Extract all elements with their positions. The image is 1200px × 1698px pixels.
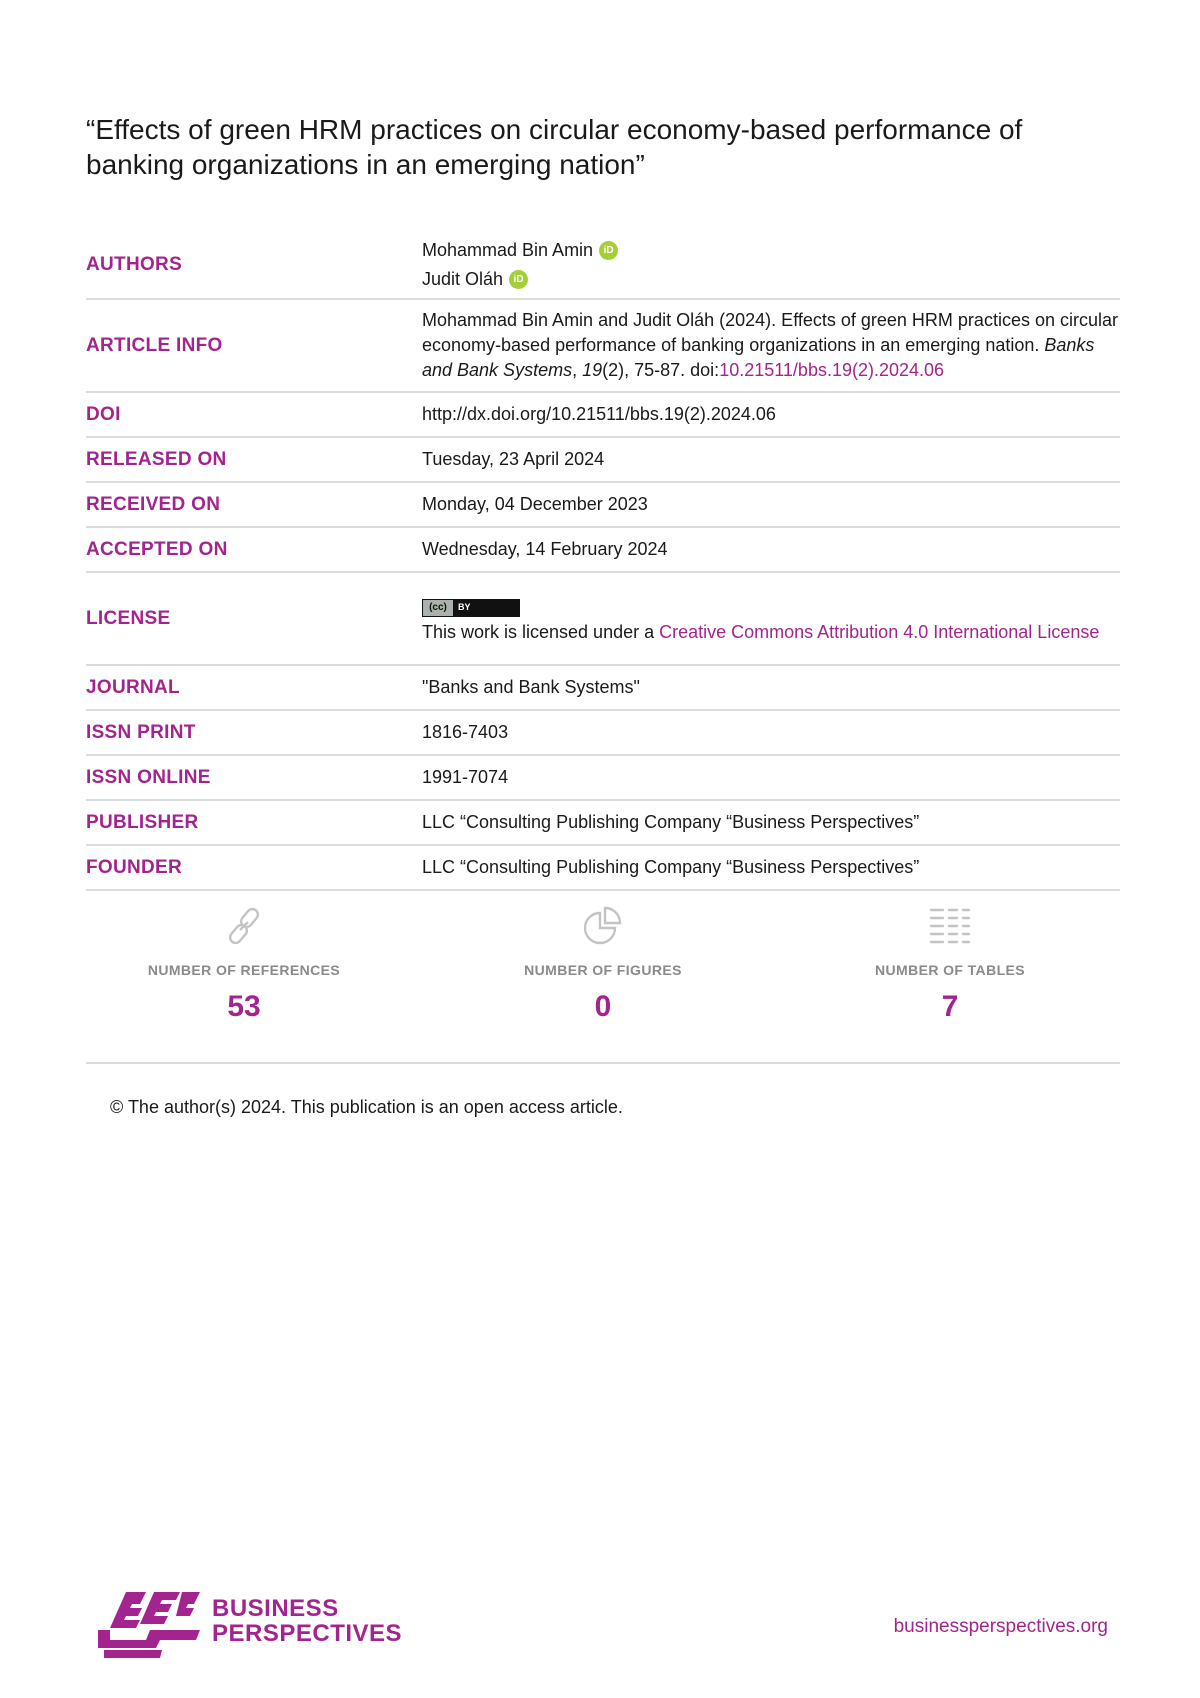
table-icon (820, 900, 1080, 952)
citation-volume: 19 (582, 360, 603, 380)
logo-mark-icon (96, 1590, 200, 1660)
label-authors: AUTHORS (86, 254, 183, 275)
stat-figures (473, 900, 733, 1024)
orcid-icon[interactable]: iD (599, 241, 618, 260)
publisher-name: LLC “Consulting Publishing Company “Business Perspectives” (422, 812, 920, 832)
accepted-date: Wednesday, 14 February 2024 (422, 539, 668, 559)
row-authors (86, 228, 1120, 300)
label-issn-online: ISSN ONLINE (86, 766, 211, 788)
author-name[interactable]: Mohammad Bin Amin (422, 240, 594, 260)
label-journal: JOURNAL (86, 676, 180, 698)
row-license (86, 573, 1120, 666)
label-released-on: RELEASED ON (86, 448, 227, 470)
founder-name: LLC “Consulting Publishing Company “Business Perspectives” (422, 857, 920, 877)
row-received-on (86, 483, 1120, 528)
stat-tables-label: NUMBER OF TABLES (874, 962, 1026, 978)
issn-online-value: 1991-7074 (422, 767, 509, 787)
row-publisher (86, 801, 1120, 846)
stat-tables-value: 7 (941, 990, 959, 1023)
by-badge-text: BY (458, 602, 471, 613)
row-founder (86, 846, 1120, 891)
citation-separator: , (572, 360, 583, 380)
cc-by-badge-icon[interactable] (422, 599, 520, 617)
label-received-on: RECEIVED ON (86, 493, 221, 515)
released-date: Tuesday, 23 April 2024 (422, 449, 605, 469)
row-journal (86, 666, 1120, 711)
stat-references-label: NUMBER OF REFERENCES (147, 962, 341, 978)
row-issn-online (86, 756, 1120, 801)
logo-text (212, 1596, 402, 1646)
row-issn-print (86, 711, 1120, 756)
label-doi: DOI (86, 403, 121, 425)
author-item (422, 265, 1120, 294)
business-perspectives-logo[interactable] (96, 1590, 403, 1660)
label-founder: FOUNDER (86, 856, 183, 878)
article-metadata-table (86, 228, 1120, 891)
footer-website-link[interactable]: businessperspectives.org (893, 1616, 1108, 1637)
row-doi (86, 393, 1120, 438)
author-name[interactable]: Judit Oláh (422, 269, 504, 289)
stat-figures-value: 0 (594, 990, 612, 1023)
license-link[interactable]: Creative Commons Attribution 4.0 International License (659, 621, 1100, 642)
authors-list (422, 236, 1120, 294)
citation-text: Mohammad Bin Amin and Judit Oláh (2024). Effects of green HRM practices on circular economy-based performance of banking organizations in an emerging nation. (422, 310, 1118, 355)
label-license: LICENSE (86, 607, 171, 629)
copyright-notice: © The author(s) 2024. This publication is an open access article. (110, 1097, 623, 1117)
stat-figures-label: NUMBER OF FIGURES (524, 962, 682, 978)
citation-doi-link[interactable]: 10.21511/bbs.19(2).2024.06 (719, 360, 945, 380)
label-publisher: PUBLISHER (86, 811, 199, 833)
pie-chart-icon (473, 900, 733, 952)
logo-line-1: BUSINESS (212, 1595, 339, 1622)
label-article-info: ARTICLE INFO (86, 334, 223, 356)
citation-pages: (2), 75-87. doi: (602, 360, 720, 380)
row-article-info (86, 300, 1120, 393)
orcid-icon[interactable]: iD (509, 270, 528, 289)
cc-badge-text: (cc) (423, 600, 453, 616)
received-date: Monday, 04 December 2023 (422, 494, 648, 514)
stat-references-value: 53 (227, 990, 261, 1023)
license-prefix: This work is licensed under a (422, 621, 660, 642)
label-accepted-on: ACCEPTED ON (86, 538, 228, 560)
stat-tables (820, 900, 1080, 1024)
link-icon (114, 900, 374, 952)
license-info (422, 592, 1120, 645)
license-text (422, 620, 1120, 645)
logo-line-2: PERSPECTIVES (212, 1620, 403, 1647)
stat-references (114, 900, 374, 1024)
author-item (422, 236, 1120, 265)
label-issn-print: ISSN PRINT (86, 721, 196, 743)
journal-name: "Banks and Bank Systems" (422, 677, 640, 697)
article-stats (86, 900, 1120, 1064)
issn-print-value: 1816-7403 (422, 722, 509, 742)
article-citation (422, 308, 1120, 383)
row-released-on (86, 438, 1120, 483)
citation-journal: Banks and Bank Systems (422, 335, 1095, 380)
page-title: “Effects of green HRM practices on circular economy-based performance of banking organizations in an emerging nation” (86, 114, 1023, 180)
row-accepted-on (86, 528, 1120, 573)
doi-url[interactable]: http://dx.doi.org/10.21511/bbs.19(2).2024.06 (422, 404, 776, 424)
